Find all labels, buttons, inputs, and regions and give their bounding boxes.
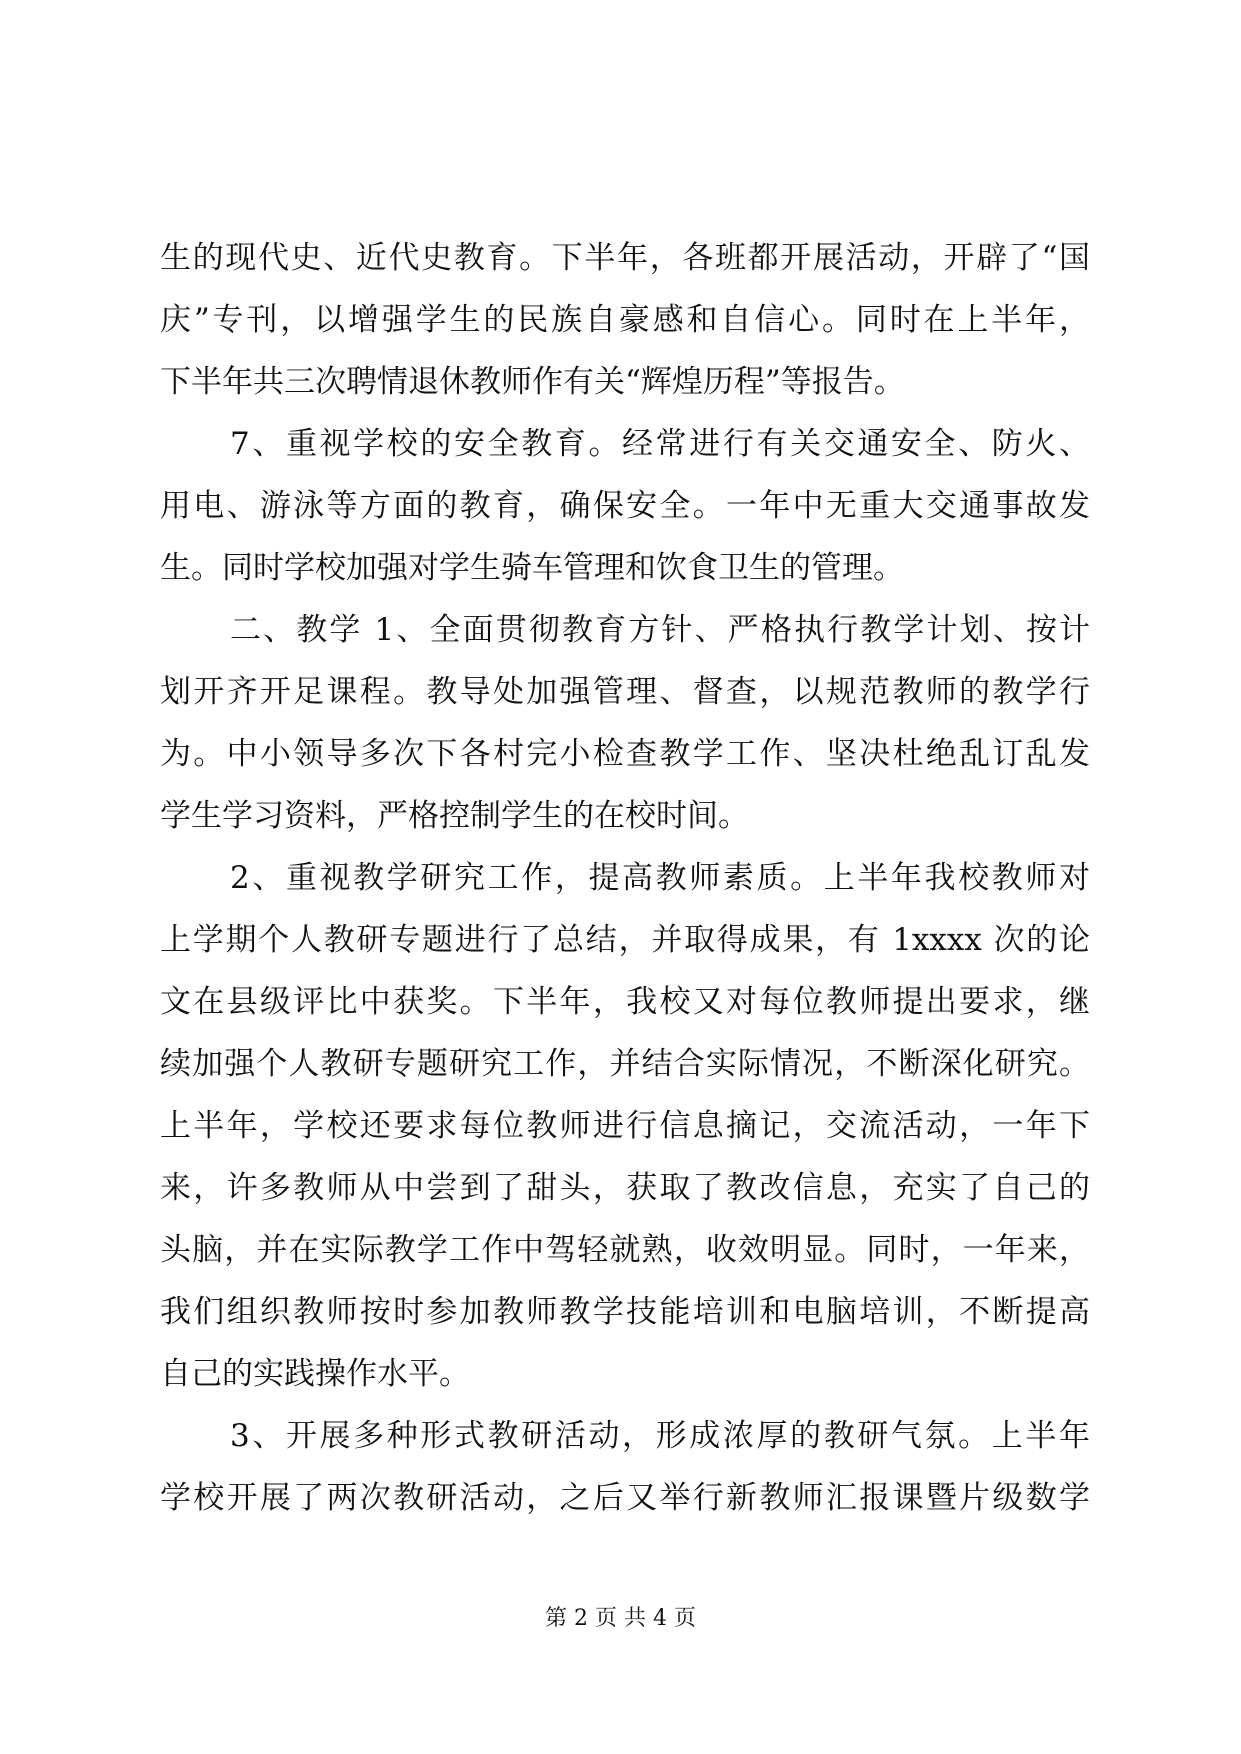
text-line: 上学期个人教研专题进行了总结，并取得成果，有 1xxxx 次的论 [160, 922, 1090, 958]
text-line: 用电、游泳等方面的教育，确保安全。一年中无重大交通事故发 [160, 488, 1090, 524]
text-line: 文在县级评比中获奖。下半年，我校又对每位教师提出要求，继 [160, 984, 1090, 1020]
text-line: 生的现代史、近代史教育。下半年，各班都开展活动，开辟了“国 [160, 240, 1090, 276]
text-line: 下半年共三次聘情退休教师作有关“辉煌历程”等报告。 [160, 364, 905, 400]
paragraph-first-line: 3、开展多种形式教研活动，形成浓厚的教研气氛。上半年 [230, 1418, 1090, 1454]
text-line: 学生学习资料，严格控制学生的在校时间。 [160, 798, 749, 834]
text-line: 生。同时学校加强对学生骑车管理和饮食卫生的管理。 [160, 550, 904, 586]
text-line: 我们组织教师按时参加教师教学技能培训和电脑培训，不断提高 [160, 1294, 1090, 1330]
page-number-footer: 第 2 页 共 4 页 [545, 1606, 696, 1631]
paragraph-first-line: 二、教学 1、全面贯彻教育方针、严格执行教学计划、按计 [230, 612, 1090, 648]
text-line: 上半年，学校还要求每位教师进行信息摘记，交流活动，一年下 [160, 1108, 1090, 1144]
text-line: 续加强个人教研专题研究工作，并结合实际情况，不断深化研究。 [160, 1046, 1090, 1082]
text-line: 划开齐开足课程。教导处加强管理、督查，以规范教师的教学行 [160, 674, 1090, 710]
text-line: 自己的实践操作水平。 [160, 1356, 470, 1392]
text-line: 头脑，并在实际教学工作中驾轻就熟，收效明显。同时，一年来， [160, 1232, 1090, 1268]
text-line: 庆”专刊，以增强学生的民族自豪感和自信心。同时在上半年， [160, 302, 1090, 338]
text-line: 为。中小领导多次下各村完小检查教学工作、坚决杜绝乱订乱发 [160, 736, 1090, 772]
text-line: 来，许多教师从中尝到了甜头，获取了教改信息，充实了自己的 [160, 1170, 1090, 1206]
text-line: 学校开展了两次教研活动，之后又举行新教师汇报课暨片级数学 [160, 1480, 1090, 1516]
paragraph-first-line: 7、重视学校的安全教育。经常进行有关交通安全、防火、 [230, 426, 1090, 462]
paragraph-first-line: 2、重视教学研究工作，提高教师素质。上半年我校教师对 [230, 860, 1090, 896]
